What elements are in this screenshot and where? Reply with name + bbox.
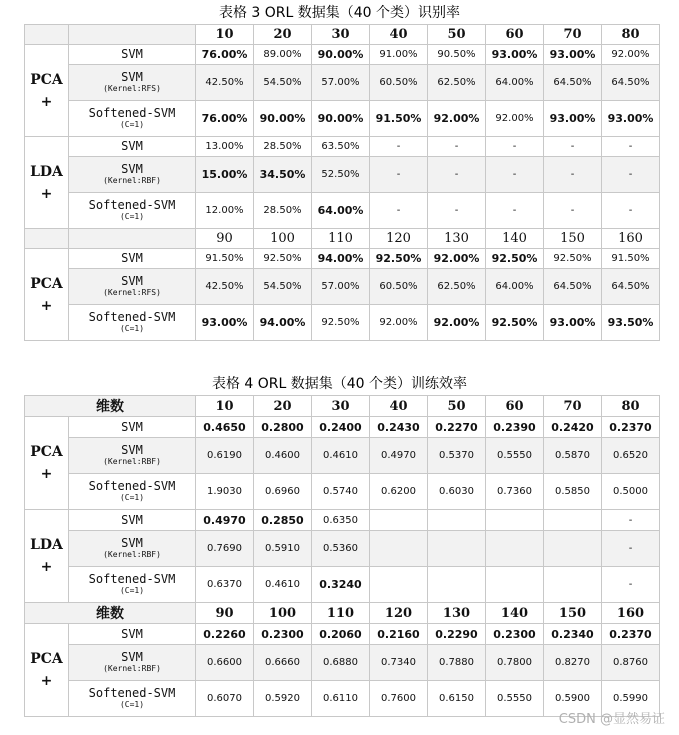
method-name [69,474,196,510]
value-cell: 63.50% [312,137,370,157]
value-cell: 54.50% [254,269,312,305]
header-row [25,25,660,45]
value-cell: - [544,193,602,229]
value-cell: 0.2800 [254,417,312,438]
group-label-line: + [40,673,53,689]
method-name [69,101,196,137]
method-label: Softened-SVM [88,479,176,493]
value-cell: 0.2420 [544,417,602,438]
header-corner-cell [69,229,196,249]
dimension-header: 160 [602,603,660,624]
value-cell: 0.4610 [254,567,312,603]
group-label [25,45,69,137]
value-cell: 0.6150 [428,681,486,717]
method-name [69,157,196,193]
method-name [69,305,196,341]
dimension-header: 60 [486,396,544,417]
value-cell: 0.5550 [486,681,544,717]
dimension-header: 10 [196,396,254,417]
value-cell: 93.00% [544,101,602,137]
method-label: SVM [121,139,143,153]
value-cell [428,567,486,603]
group-label [25,417,69,510]
method-label: Softened-SVM [88,198,176,212]
header-row [25,396,660,417]
value-cell: 76.00% [196,45,254,65]
value-cell: 0.2260 [196,624,254,645]
dimension-header: 30 [312,396,370,417]
value-cell: 0.4600 [254,438,312,474]
dimension-header: 100 [254,229,312,249]
value-cell: 54.50% [254,65,312,101]
value-cell: 0.6960 [254,474,312,510]
value-cell: 0.8760 [602,645,660,681]
value-cell: 91.50% [196,249,254,269]
value-cell: 93.00% [544,45,602,65]
method-params: (Kernel:RFS) [103,84,161,93]
method-label: Softened-SVM [88,310,176,324]
value-cell: 0.4610 [312,438,370,474]
table-row [25,531,660,567]
header-corner-cell [25,229,69,249]
value-cell: 34.50% [254,157,312,193]
value-cell [428,510,486,531]
value-cell: 90.50% [428,45,486,65]
group-label-line: PCA [30,71,63,88]
value-cell: 62.50% [428,65,486,101]
value-cell: 0.2370 [602,417,660,438]
method-params: (Kernel:RBF) [103,457,161,466]
dimension-header: 60 [486,25,544,45]
group-label [25,137,69,229]
dimension-header: 70 [544,25,602,45]
value-cell: 92.50% [312,305,370,341]
value-cell: 60.50% [370,65,428,101]
group-label-line: + [40,185,53,202]
method-name [69,438,196,474]
group-label-line: + [40,297,53,314]
dimension-header: 80 [602,25,660,45]
dimension-header: 40 [370,396,428,417]
value-cell: 0.2400 [312,417,370,438]
dimension-header: 130 [428,603,486,624]
value-cell [428,531,486,567]
method-label: SVM [121,162,143,176]
dimension-header: 90 [196,603,254,624]
value-cell: 93.00% [602,101,660,137]
table-row [25,474,660,510]
value-cell [544,567,602,603]
method-name [69,137,196,157]
value-cell: 0.7360 [486,474,544,510]
header-row [25,229,660,249]
value-cell: 0.7800 [486,645,544,681]
dimension-header: 50 [428,25,486,45]
value-cell: 0.7690 [196,531,254,567]
value-cell: 92.00% [428,101,486,137]
value-cell: 0.6350 [312,510,370,531]
value-cell: 90.00% [254,101,312,137]
value-cell: 64.50% [602,269,660,305]
value-cell: 60.50% [370,269,428,305]
value-cell: 0.5000 [602,474,660,510]
value-cell: - [544,157,602,193]
value-cell: 0.8270 [544,645,602,681]
value-cell: - [370,193,428,229]
value-cell: 92.50% [544,249,602,269]
method-label: Softened-SVM [88,572,176,586]
table-row [25,510,660,531]
value-cell: 28.50% [254,137,312,157]
method-name [69,417,196,438]
value-cell: 0.6600 [196,645,254,681]
group-label-line: + [40,466,53,482]
value-cell: 64.00% [486,269,544,305]
method-name [69,65,196,101]
dimension-header: 140 [486,603,544,624]
value-cell: - [602,510,660,531]
value-cell: - [370,157,428,193]
value-cell [486,567,544,603]
value-cell: 15.00% [196,157,254,193]
group-label-line: PCA [30,275,63,292]
method-params: (C=1) [119,324,145,333]
method-params: (Kernel:RBF) [103,664,161,673]
method-params: (C=1) [119,586,145,595]
group-label [25,624,69,717]
value-cell: 64.50% [544,269,602,305]
value-cell: 0.2290 [428,624,486,645]
method-name [69,531,196,567]
method-label: Softened-SVM [88,106,176,120]
value-cell: 13.00% [196,137,254,157]
value-cell: 0.2370 [602,624,660,645]
value-cell: - [428,157,486,193]
value-cell: 64.50% [544,65,602,101]
method-name [69,681,196,717]
value-cell: 0.5910 [254,531,312,567]
table-row [25,65,660,101]
value-cell: 0.6030 [428,474,486,510]
header-row [25,603,660,624]
value-cell: 93.00% [544,305,602,341]
value-cell: 42.50% [196,269,254,305]
value-cell: - [370,137,428,157]
dimension-header: 120 [370,603,428,624]
group-label-line: + [40,93,53,110]
value-cell: 91.00% [370,45,428,65]
value-cell: 0.7880 [428,645,486,681]
value-cell [370,510,428,531]
value-cell: 0.2390 [486,417,544,438]
watermark: CSDN @显然易证 [558,712,665,727]
value-cell: 0.6200 [370,474,428,510]
training-efficiency-table [24,395,660,717]
value-cell: - [602,193,660,229]
value-cell: - [486,157,544,193]
value-cell [486,510,544,531]
group-label-line: LDA [30,537,63,553]
value-cell [544,531,602,567]
dimension-header: 120 [370,229,428,249]
value-cell: 92.00% [370,305,428,341]
value-cell: 0.2850 [254,510,312,531]
value-cell: 92.00% [602,45,660,65]
method-name [69,567,196,603]
value-cell [370,567,428,603]
table2-caption: 表格 4 ORL 数据集（40 个类）训练效率 [211,376,468,392]
method-params: (Kernel:RBF) [103,550,161,559]
method-params: (C=1) [119,120,145,129]
method-label: SVM [121,274,143,288]
value-cell: 90.00% [312,45,370,65]
value-cell: 0.2300 [254,624,312,645]
value-cell: - [544,137,602,157]
value-cell: 0.5900 [544,681,602,717]
value-cell: 94.00% [254,305,312,341]
value-cell: 0.5740 [312,474,370,510]
value-cell: 28.50% [254,193,312,229]
group-label-line: + [40,559,53,575]
dimension-header: 40 [370,25,428,45]
dimension-header: 150 [544,229,602,249]
value-cell: 92.50% [370,249,428,269]
table-row [25,417,660,438]
dimension-header: 30 [312,25,370,45]
value-cell: 90.00% [312,101,370,137]
method-label: SVM [121,650,143,664]
method-label: SVM [121,536,143,550]
group-label-line: PCA [30,444,63,460]
value-cell: 0.2430 [370,417,428,438]
value-cell: 12.00% [196,193,254,229]
method-label: Softened-SVM [88,686,176,700]
dimension-header: 130 [428,229,486,249]
table-row [25,624,660,645]
table-row [25,101,660,137]
value-cell: - [428,137,486,157]
method-label: SVM [121,70,143,84]
method-params: (C=1) [119,212,145,221]
table-row [25,269,660,305]
value-cell: 0.6520 [602,438,660,474]
value-cell: 57.00% [312,269,370,305]
method-name [69,45,196,65]
value-cell: 92.00% [428,249,486,269]
value-cell: 0.2300 [486,624,544,645]
value-cell: 0.5870 [544,438,602,474]
group-label-line: PCA [30,651,63,667]
value-cell: 62.50% [428,269,486,305]
method-name [69,645,196,681]
value-cell: 92.50% [486,305,544,341]
value-cell: 92.50% [486,249,544,269]
dimension-header: 110 [312,603,370,624]
method-params: (Kernel:RBF) [103,176,161,185]
table-row [25,45,660,65]
value-cell: - [602,157,660,193]
value-cell: 0.5370 [428,438,486,474]
value-cell: 0.4970 [370,438,428,474]
value-cell: - [486,137,544,157]
table-row [25,193,660,229]
dimension-header: 140 [486,229,544,249]
method-params: (C=1) [119,493,145,502]
value-cell: 0.7340 [370,645,428,681]
method-params: (C=1) [119,700,145,709]
table-row [25,249,660,269]
method-label: SVM [121,251,143,265]
dimension-header: 10 [196,25,254,45]
value-cell: 92.00% [428,305,486,341]
value-cell: 0.4970 [196,510,254,531]
group-label [25,510,69,603]
method-name [69,624,196,645]
dimension-header: 80 [602,396,660,417]
method-label: SVM [121,47,143,61]
value-cell: 0.2340 [544,624,602,645]
header-corner-cell [69,25,196,45]
dimension-label: 维数 [25,603,196,624]
value-cell: 0.2160 [370,624,428,645]
value-cell: 0.6660 [254,645,312,681]
value-cell: 0.2270 [428,417,486,438]
table-row [25,137,660,157]
value-cell: 0.6070 [196,681,254,717]
value-cell: 91.50% [370,101,428,137]
value-cell: 0.7600 [370,681,428,717]
method-name [69,510,196,531]
value-cell: 0.5920 [254,681,312,717]
table-row [25,157,660,193]
dimension-header: 160 [602,229,660,249]
value-cell: - [602,567,660,603]
value-cell: 0.5850 [544,474,602,510]
method-label: SVM [121,512,143,527]
header-corner-cell [25,25,69,45]
value-cell: 0.2060 [312,624,370,645]
value-cell: 57.00% [312,65,370,101]
value-cell: 42.50% [196,65,254,101]
dimension-header: 150 [544,603,602,624]
value-cell: 0.5550 [486,438,544,474]
dimension-header: 20 [254,25,312,45]
value-cell [544,510,602,531]
value-cell: - [428,193,486,229]
value-cell [370,531,428,567]
value-cell: 92.00% [486,101,544,137]
method-label: SVM [121,443,143,457]
value-cell: 0.3240 [312,567,370,603]
value-cell: - [486,193,544,229]
dimension-header: 20 [254,396,312,417]
value-cell: 93.00% [196,305,254,341]
dimension-header: 50 [428,396,486,417]
value-cell: 89.00% [254,45,312,65]
value-cell: 76.00% [196,101,254,137]
method-name [69,249,196,269]
dimension-header: 110 [312,229,370,249]
value-cell: 52.50% [312,157,370,193]
table-row [25,645,660,681]
table-row [25,567,660,603]
value-cell: 64.00% [312,193,370,229]
value-cell: 93.50% [602,305,660,341]
dimension-label: 维数 [25,396,196,417]
dimension-header: 70 [544,396,602,417]
value-cell [486,531,544,567]
value-cell: 92.50% [254,249,312,269]
method-label: SVM [121,626,143,641]
value-cell: 0.6110 [312,681,370,717]
value-cell: 91.50% [602,249,660,269]
method-name [69,193,196,229]
table-row [25,305,660,341]
value-cell: 0.5360 [312,531,370,567]
dimension-header: 100 [254,603,312,624]
group-label [25,249,69,341]
value-cell: 0.5990 [602,681,660,717]
table1-caption: 表格 3 ORL 数据集（40 个类）识别率 [218,5,461,21]
value-cell: 94.00% [312,249,370,269]
value-cell: 0.6370 [196,567,254,603]
value-cell: 0.6880 [312,645,370,681]
value-cell: - [602,531,660,567]
value-cell: 0.6190 [196,438,254,474]
value-cell: 1.9030 [196,474,254,510]
value-cell: 64.00% [486,65,544,101]
dimension-header: 90 [196,229,254,249]
recognition-rate-table [24,24,660,341]
value-cell: - [602,137,660,157]
value-cell: 0.4650 [196,417,254,438]
method-name [69,269,196,305]
method-params: (Kernel:RFS) [103,288,161,297]
group-label-line: LDA [30,163,63,180]
table-row [25,438,660,474]
method-label: SVM [121,419,143,434]
value-cell: 64.50% [602,65,660,101]
value-cell: 93.00% [486,45,544,65]
